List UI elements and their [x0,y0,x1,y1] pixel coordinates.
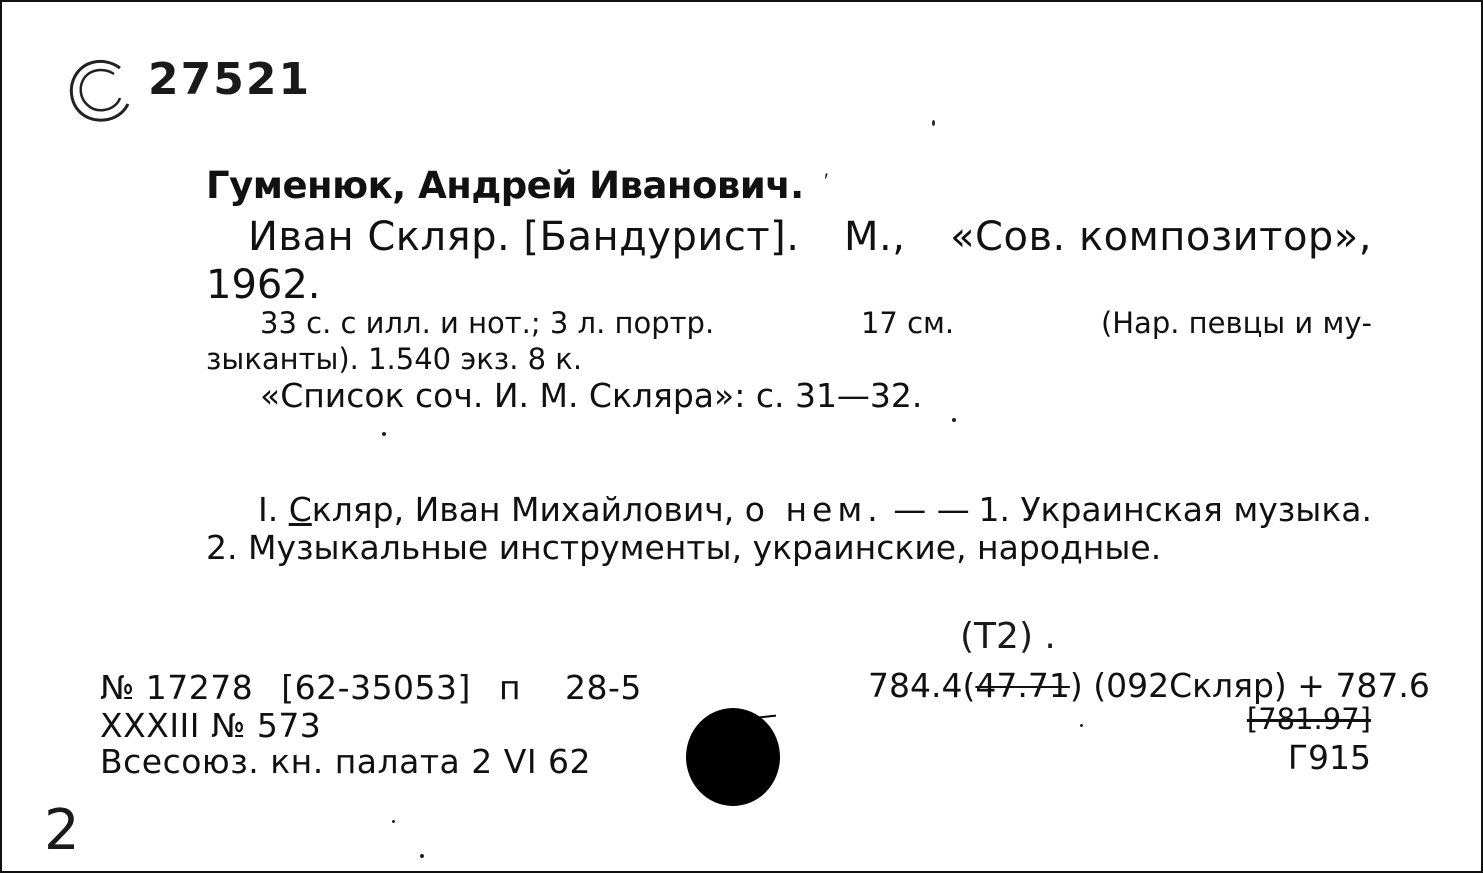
tracing-person [258,490,970,529]
title-line [248,214,1372,260]
inventory-number: 27521 [148,54,312,105]
collation-line [260,306,1372,340]
publish-year: 1962. [206,262,321,308]
registry-mark: п [498,668,522,707]
tracing-name: кляр, Иван Михайлович, [311,490,745,529]
series-start: (Нар. певцы и му- [1100,306,1372,340]
speck [420,854,424,858]
speck [1080,724,1083,727]
registry-number: № 17278 [100,668,254,707]
tracing-roman-numeral: I. [258,490,289,529]
handwritten-corner-number: 2 [44,798,80,863]
collation-size: 17 см. [860,306,955,340]
registry-line-3: Всесоюз. кн. палата 2 VI 62 [100,742,592,781]
collation-pages: 33 с. с илл. и нот.; 3 л. портр. [260,306,715,340]
tracing-subject-2: 2. Музыкальные инструменты, украинские, народные. [206,528,1162,567]
circle-c-stamp-icon [64,54,134,126]
speck [392,820,395,823]
publish-place: М., [844,214,906,260]
registry-extra: 28-5 [565,668,642,707]
classification-line-1 [868,666,1430,705]
tracing-line-1 [258,490,1372,529]
classification-struck: 47.71 [975,666,1070,705]
collation-line-2: зыканты). 1.540 экз. 8 к. [206,342,583,376]
tracing-subject-1: 1. Украинская музыка. [978,490,1372,529]
book-title: Иван Скляр. [Бандурист]. [248,214,800,260]
tracing-about: о нем. [744,490,883,529]
tracing-initial: С [288,490,312,529]
publisher: «Сов. композитор», [950,214,1372,260]
classification-line-3: Г915 [1287,738,1371,777]
tracing-dash: — — [882,490,970,529]
punch-hole [686,708,780,806]
author-tick-mark: ′ [824,168,829,193]
registry-code: [62-35053] [281,668,471,707]
author-heading: Гуменюк, Андрей Иванович. [206,164,804,207]
registry-line-2: XXXIII № 573 [100,706,322,745]
speck [932,120,935,126]
registry-line-1 [100,668,642,707]
classification-suffix: ) (092Скляр) + 787.6 [1069,666,1430,705]
speck [382,432,386,436]
speck [952,418,956,422]
handwritten-classification-note: (T2) . [960,616,1056,657]
classification-line-2: [781.97] [1246,702,1371,736]
bibliography-note: «Список соч. И. М. Скляра»: с. 31—32. [260,376,923,415]
classification-prefix: 784.4( [868,666,976,705]
